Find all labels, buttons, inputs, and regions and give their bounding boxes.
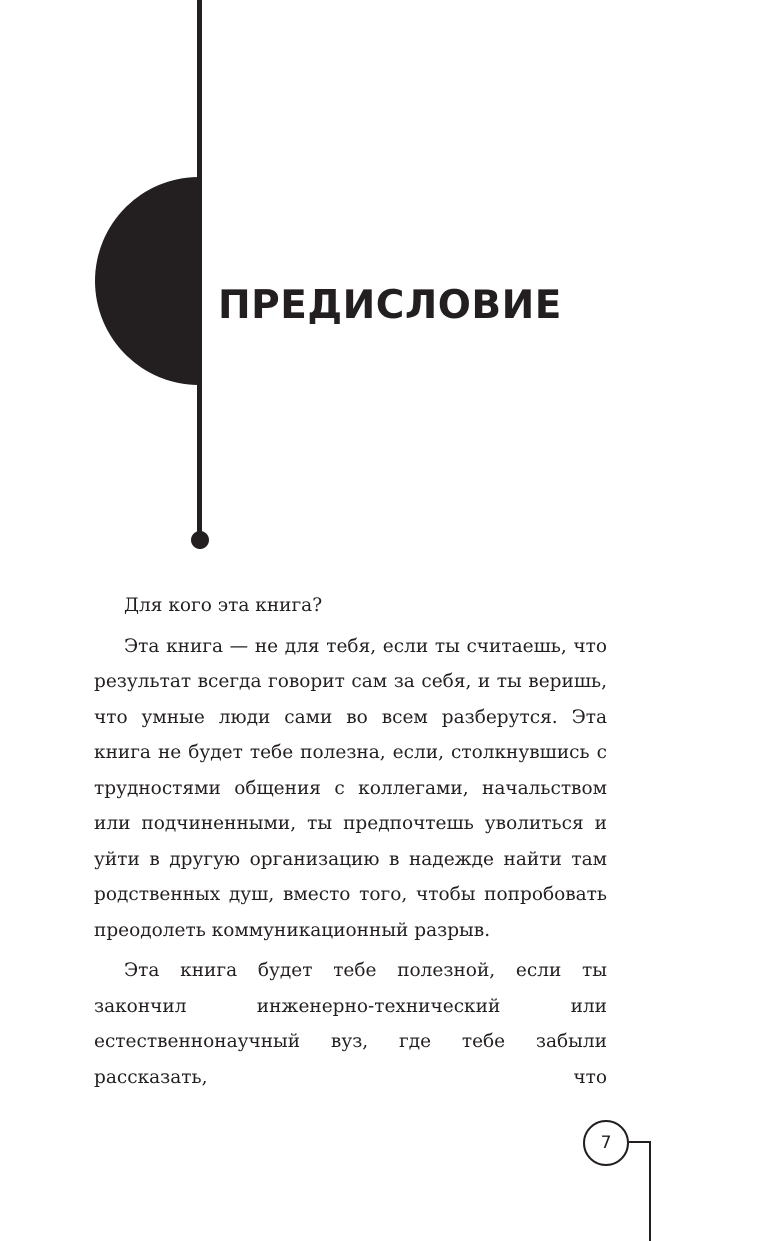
half-circle-decor <box>95 177 199 385</box>
paragraph-question: Для кого эта книга? <box>124 595 323 616</box>
page-number-label: 7 <box>600 1133 612 1153</box>
paragraph-not-for-you: Эта книга — не для тебя, если ты считаешь, что результат всегда говорит сам за себя, и ты веришь, что умные люди сами во всем разберутся. Эта книга не будет тебе полезна, если, столкнувшись с трудностями общения с коллегами, начальством или подчиненными, ты предпочтешь уволиться и уйти в другую организацию в надежде найти там родственных душ, вместо того, чтобы попробовать преодолеть коммуникационный разрыв. <box>94 635 607 941</box>
line-end-dot <box>191 531 209 549</box>
body-text <box>94 588 607 1100</box>
page-number-tail-line <box>649 1141 651 1241</box>
chapter-title: ПРЕДИСЛОВИЕ <box>218 283 562 328</box>
paragraph-useful-for: Эта книга будет тебе полезной, если ты закончил инженерно-технический или естественнонаучный вуз, где тебе забыли рассказать, что <box>94 960 607 1088</box>
page-number-connector <box>629 1141 651 1143</box>
page-number <box>583 1120 629 1166</box>
